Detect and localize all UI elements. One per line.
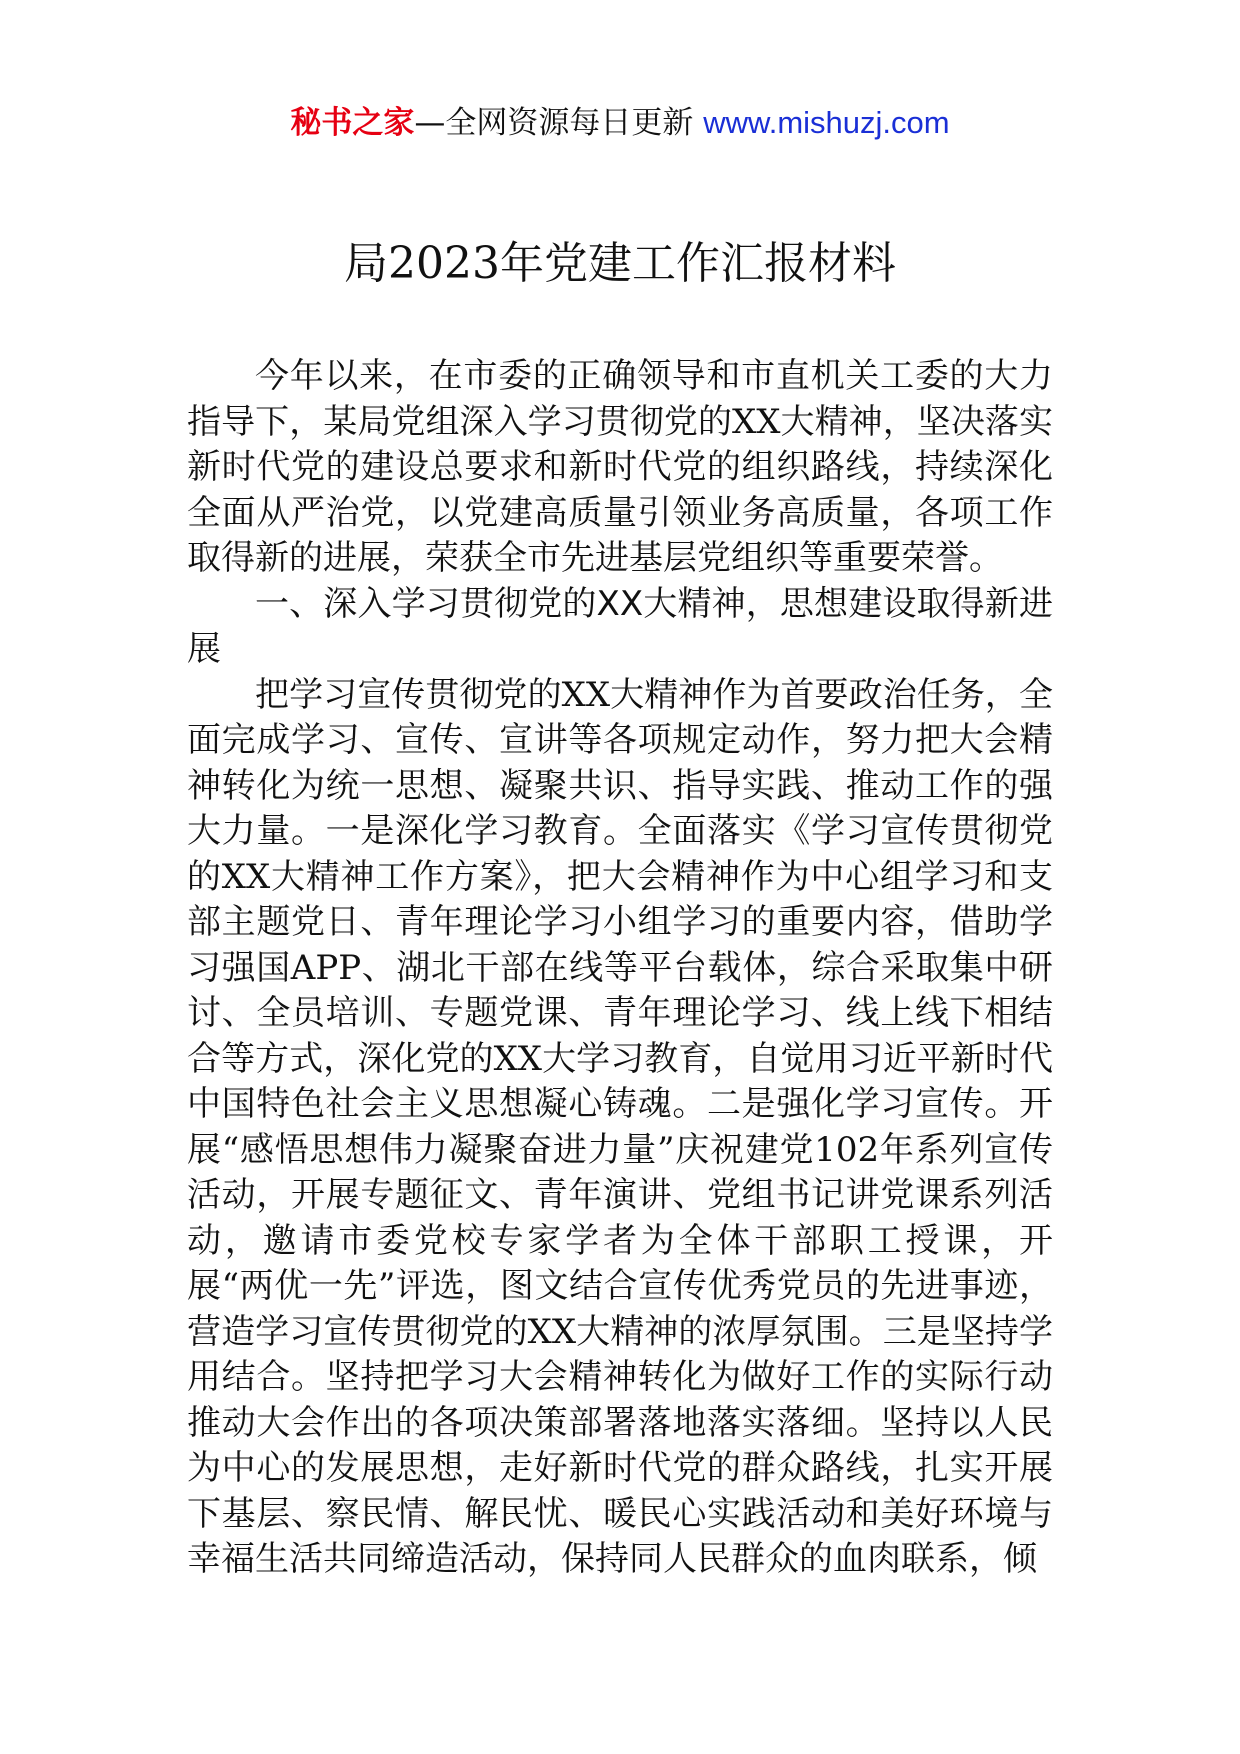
document-body (187, 354, 1053, 1583)
site-banner (0, 98, 1240, 148)
section-paragraph: 把学习宣传贯彻党的XX大精神作为首要政治任务，全面完成学习、宣传、宣讲等各项规定动作，努力把大会精神转化为统一思想、凝聚共识、指导实践、推动工作的强大力量。一是深化学习教育。全面落实《学习宣传贯彻党的XX大精神工作方案》，把大会精神作为中心组学习和支部主题党日、青年理论学习小组学习的重要内容，借助学习强国APP、湖北干部在线等平台载体，综合采取集中研讨、全员培训、专题党课、青年理论学习、线上线下相结合等方式，深化党的XX大学习教育，自觉用习近平新时代中国特色社会主义思想凝心铸魂。二是强化学习宣传。开展“感悟思想伟力凝聚奋进力量”庆祝建党102年系列宣传活动，开展专题征文、青年演讲、党组书记讲党课系列活动，邀请市委党校专家学者为全体干部职工授课，开展“两优一先”评选，图文结合宣传优秀党员的先进事迹，营造学习宣传贯彻党的XX大精神的浓厚氛围。三是坚持学用结合。坚持把学习大会精神转化为做好工作的实际行动推动大会作出的各项决策部署落地落实落细。坚持以人民为中心的发展思想，走好新时代党的群众路线，扎实开展下基层、察民情、解民忧、暖民心实践活动和美好环境与幸福生活共同缔造活动，保持同人民群众的血肉联系，倾 (187, 674, 1053, 1579)
brand-name: 秘书之家 (290, 105, 415, 141)
document-title: 局2023年党建工作汇报材料 (344, 238, 896, 289)
banner-slogan: —全网资源每日更新 (414, 105, 694, 141)
section-heading: 一、深入学习贯彻党的XX大精神，思想建设取得新进展 (187, 583, 1053, 669)
site-url-link[interactable]: www.mishuzj.com (703, 105, 950, 140)
intro-paragraph: 今年以来，在市委的正确领导和市直机关工委的大力指导下，某局党组深入学习贯彻党的XX大精神，坚决落实新时代党的建设总要求和新时代党的组织路线，持续深化全面从严治党，以党建高质量引领业务高质量，各项工作取得新的进展，荣获全市先进基层党组织等重要荣誉。 (187, 356, 1053, 578)
